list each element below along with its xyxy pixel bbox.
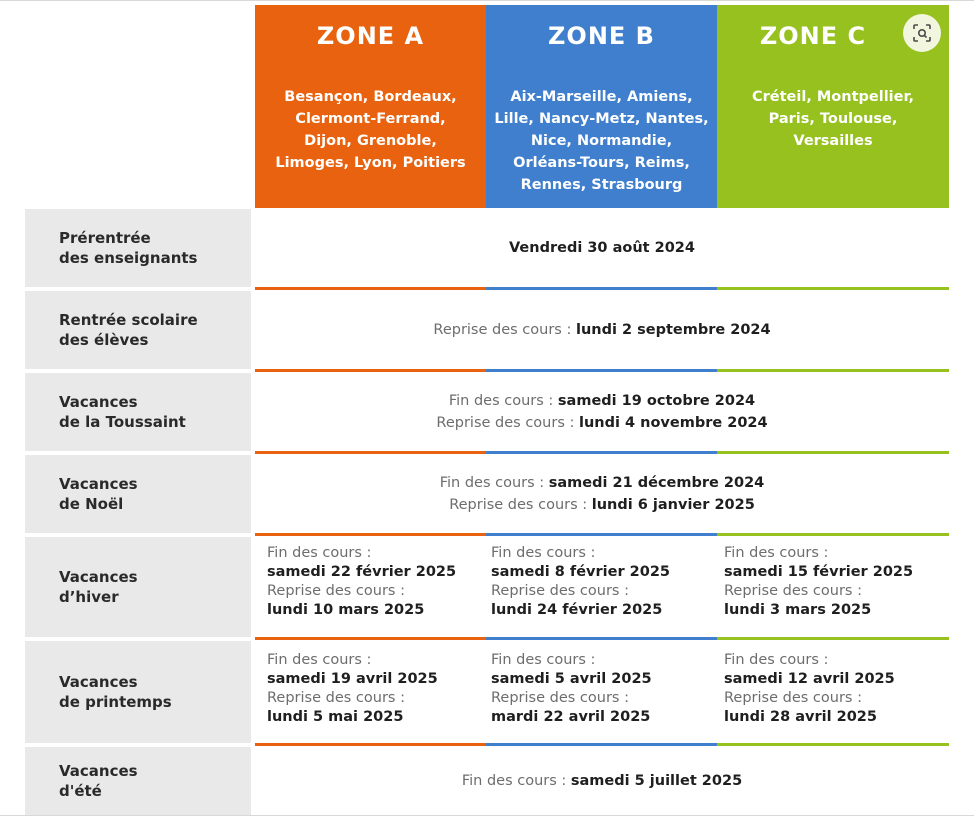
row-label-noel: Vacances de Noël xyxy=(25,455,251,533)
toussaint-fin-prefix: Fin des cours : xyxy=(448,393,558,409)
zone-bar xyxy=(255,369,949,372)
noel-fin-date: samedi 21 décembre 2024 xyxy=(548,475,765,491)
row-cell-ete xyxy=(255,747,949,815)
row-label-printemps: Vacances de printemps xyxy=(25,641,251,743)
zone-b-academies xyxy=(486,67,717,208)
hiver-b-reprise-date: lundi 24 février 2025 xyxy=(491,602,663,618)
printemps-zone-b xyxy=(479,651,710,727)
row-label-ete: Vacances d'été xyxy=(25,747,251,815)
hiver-b-reprise-label: Reprise des cours : xyxy=(491,583,629,599)
hiver-b-fin-label: Fin des cours : xyxy=(491,545,596,561)
zone-bar xyxy=(255,451,949,454)
hiver-zone-b xyxy=(479,544,710,620)
hiver-c-fin-date: samedi 15 février 2025 xyxy=(724,564,914,580)
printemps-a-reprise-date: lundi 5 mai 2025 xyxy=(267,709,404,725)
zone-a-towns: Besançon, Bordeaux, Clermont-Ferrand, Dijon, Grenoble, Limoges, Lyon, Poitiers xyxy=(275,89,466,171)
noel-reprise-prefix: Reprise des cours : xyxy=(449,497,592,513)
zone-c-towns: Créteil, Montpellier, Paris, Toulouse, Versailles xyxy=(751,89,915,149)
printemps-c-reprise-date: lundi 28 avril 2025 xyxy=(724,709,877,725)
zone-a-header: ZONE A xyxy=(255,5,486,67)
row-cell-toussaint xyxy=(255,373,949,451)
prerentree-date: Vendredi 30 août 2024 xyxy=(509,240,695,256)
hiver-a-reprise-label: Reprise des cours : xyxy=(267,583,405,599)
hiver-c-reprise-label: Reprise des cours : xyxy=(724,583,862,599)
noel-fin-prefix: Fin des cours : xyxy=(439,475,549,491)
zone-b-towns: Aix-Marseille, Amiens, Lille, Nancy-Metz, Nantes, Nice, Normandie, Orléans-Tours, Reims, Rennes, Strasbourg xyxy=(494,89,709,193)
printemps-a-reprise-label: Reprise des cours : xyxy=(267,690,405,706)
zone-c-academies xyxy=(717,67,949,208)
ete-prefix: Fin des cours : xyxy=(461,773,571,789)
row-cell-rentree xyxy=(255,291,949,369)
hiver-a-fin-label: Fin des cours : xyxy=(267,545,372,561)
toussaint-fin-date: samedi 19 octobre 2024 xyxy=(557,393,756,409)
noel-reprise-date: lundi 6 janvier 2025 xyxy=(591,497,755,513)
hiver-zone-c xyxy=(712,544,943,620)
printemps-c-reprise-label: Reprise des cours : xyxy=(724,690,862,706)
zone-a-academies xyxy=(255,67,486,208)
hiver-a-reprise-date: lundi 10 mars 2025 xyxy=(267,602,425,618)
printemps-c-fin-label: Fin des cours : xyxy=(724,652,829,668)
hiver-c-reprise-date: lundi 3 mars 2025 xyxy=(724,602,872,618)
row-cell-noel xyxy=(255,455,949,533)
zone-b-header: ZONE B xyxy=(486,5,717,67)
zone-bar xyxy=(255,287,949,290)
hiver-a-fin-date: samedi 22 février 2025 xyxy=(267,564,457,580)
printemps-c-fin-date: samedi 12 avril 2025 xyxy=(724,671,895,687)
printemps-b-reprise-date: mardi 22 avril 2025 xyxy=(491,709,651,725)
visual-search-icon[interactable] xyxy=(903,14,941,52)
rentree-date: lundi 2 septembre 2024 xyxy=(575,322,771,338)
zone-bar xyxy=(255,637,949,640)
hiver-b-fin-date: samedi 8 février 2025 xyxy=(491,564,670,580)
toussaint-reprise-prefix: Reprise des cours : xyxy=(436,415,579,431)
rentree-prefix: Reprise des cours : xyxy=(433,322,576,338)
row-cell-prerentree xyxy=(255,209,949,287)
row-label-toussaint: Vacances de la Toussaint xyxy=(25,373,251,451)
zone-bar xyxy=(255,743,949,746)
row-label-prerentree: Prérentrée des enseignants xyxy=(25,209,251,287)
printemps-b-fin-label: Fin des cours : xyxy=(491,652,596,668)
lens-glyph-icon xyxy=(912,23,932,43)
printemps-zone-a xyxy=(255,651,486,727)
hiver-zone-a xyxy=(255,544,486,620)
printemps-b-fin-date: samedi 5 avril 2025 xyxy=(491,671,652,687)
ete-date: samedi 5 juillet 2025 xyxy=(570,773,743,789)
hiver-c-fin-label: Fin des cours : xyxy=(724,545,829,561)
row-label-hiver: Vacances d’hiver xyxy=(25,537,251,637)
toussaint-reprise-date: lundi 4 novembre 2024 xyxy=(578,415,768,431)
printemps-a-fin-label: Fin des cours : xyxy=(267,652,372,668)
row-label-rentree: Rentrée scolaire des élèves xyxy=(25,291,251,369)
printemps-b-reprise-label: Reprise des cours : xyxy=(491,690,629,706)
printemps-a-fin-date: samedi 19 avril 2025 xyxy=(267,671,438,687)
zone-bar xyxy=(255,533,949,536)
printemps-zone-c xyxy=(712,651,943,727)
zone-c-title: ZONE C xyxy=(759,22,867,50)
